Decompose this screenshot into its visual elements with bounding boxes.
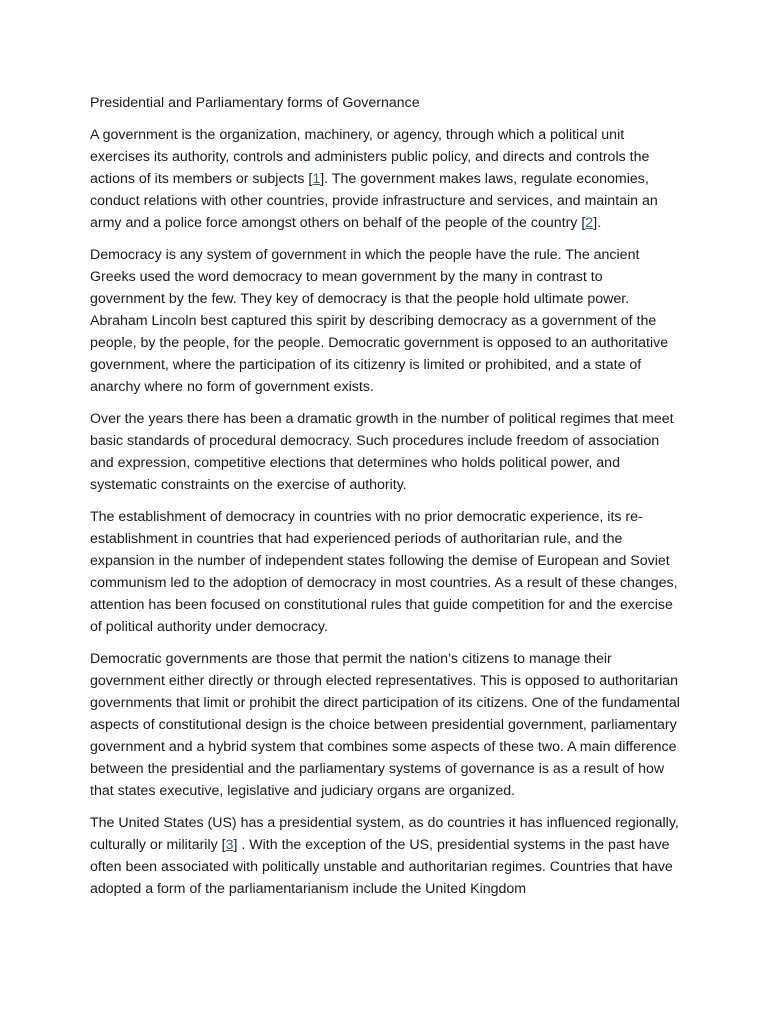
citation-link-3[interactable]: 3	[225, 837, 234, 853]
paragraph-text: A government is the organization, machinery, or agency, through which a political unit exercises its authority, controls and administers public policy, and directs and controls the actions of its members or subjects [	[90, 127, 650, 187]
paragraph-text: The United States (US) has a presidential system, as do countries it has influenced regionally, culturally or militarily [	[90, 815, 679, 853]
document-title: Presidential and Parliamentary forms of Governance	[90, 95, 420, 111]
document-page	[90, 92, 680, 910]
paragraph-text: ]. The government makes laws, regulate economies, conduct relations with other countries, provide infrastructure and services, and maintain an army and a police force amongst others on behalf of the people of the country [	[90, 171, 658, 231]
paragraph-government-definition	[90, 124, 680, 234]
paragraph-democracy-definition: Democracy is any system of government in which the people have the rule. The ancient Greeks used the word democracy to mean government by the many in contrast to government by the few. They key of democracy is that the people hold ultimate power. Abraham Lincoln best captured this spirit by describing democracy as a government of the people, by the people, for the people. Democratic government is opposed to an authoritative government, where the participation of its citizenry is limited or prohibited, and a state of anarchy where no form of government exists.	[90, 247, 669, 395]
paragraph-democracy-establishment: The establishment of democracy in countries with no prior democratic experience, its re-establishment in countries that had experienced periods of authoritarian rule, and the expansion in the number of independent states following the demise of European and Soviet communism led to the adoption of democracy in most countries. As a result of these changes, attention has been focused on constitutional rules that guide competition for and the exercise of political authority under democracy.	[90, 509, 678, 635]
citation-link-2[interactable]: 2	[585, 215, 594, 231]
paragraph-democratic-governments: Democratic governments are those that permit the nation’s citizens to manage their government either directly or through elected representatives. This is opposed to authoritarian governments that limit or prohibit the direct participation of its citizens. One of the fundamental aspects of constitutional design is the choice between presidential government, parliamentary government and a hybrid system that combines some aspects of these two. A main difference between the presidential and the parliamentary systems of governance is as a result of how that states executive, legislative and judiciary organs are organized.	[90, 651, 680, 799]
paragraph-procedural-democracy: Over the years there has been a dramatic growth in the number of political regimes that meet basic standards of procedural democracy. Such procedures include freedom of association and expression, competitive elections that determines who holds political power, and systematic constraints on the exercise of authority.	[90, 411, 674, 493]
paragraph-text: ] . With the exception of the US, presidential systems in the past have often been associated with politically unstable and authoritarian regimes. Countries that have adopted a form of the parliamentarianism include the United Kingdom	[90, 837, 673, 897]
citation-link-1[interactable]: 1	[312, 171, 321, 187]
paragraph-presidential-system	[90, 812, 680, 900]
paragraph-text: ].	[593, 215, 602, 231]
